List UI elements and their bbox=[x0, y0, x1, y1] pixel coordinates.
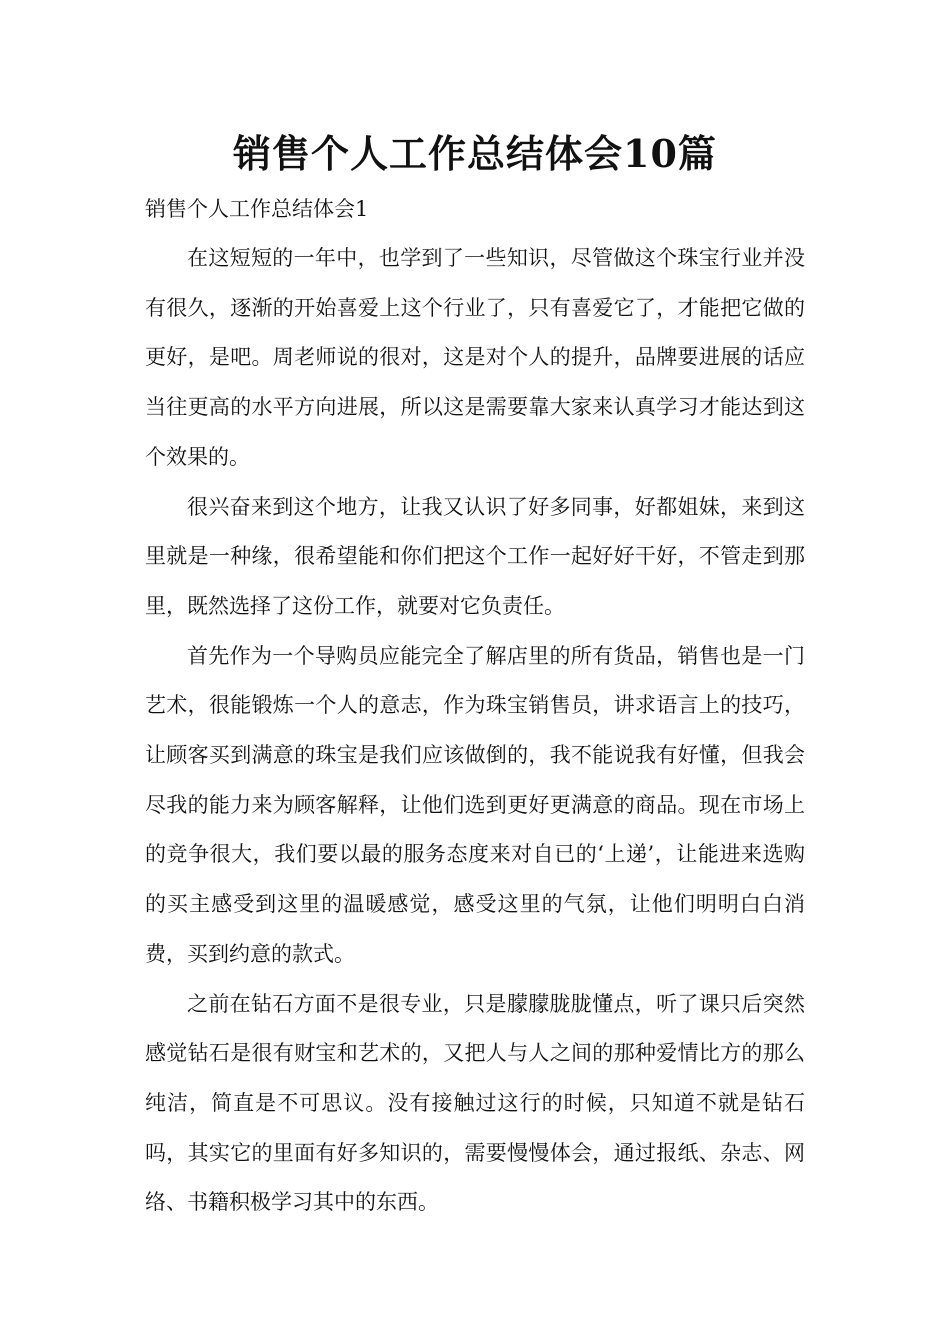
paragraph-3: 首先作为一个导购员应能完全了解店里的所有货品，销售也是一门艺术，很能锻炼一个人的意志，作为珠宝销售员，讲求语言上的技巧，让顾客买到满意的珠宝是我们应该做倒的，我不能说我有好懂，但我会尽我的能力来为顾客解释，让他们选到更好更满意的商品。现在市场上的竞争很大，我们要以最的服务态度来对自已的‘上递’，让能进来选购的买主感受到这里的温暖感觉，感受这里的气氛，让他们明明白白消费，买到约意的款式。 bbox=[145, 643, 805, 966]
paragraph-2: 很兴奋来到这个地方，让我又认识了好多同事，好都姐妹，来到这里就是一种缘，很希望能和你们把这个工作一起好好干好，不管走到那里，既然选择了这份工作，就要对它负责任。 bbox=[145, 494, 805, 618]
paragraph-1: 在这短短的一年中，也学到了一些知识，尽管做这个珠宝行业并没有很久，逐渐的开始喜爱上这个行业了，只有喜爱它了，才能把它做的更好，是吧。周老师说的很对，这是对个人的提升，品牌要进展的话应当往更高的水平方向进展，所以这是需要靠大家来认真学习才能达到这个效果的。 bbox=[145, 246, 805, 469]
paragraph-4: 之前在钻石方面不是很专业，只是朦朦胧胧懂点，听了课只后突然感觉钻石是很有财宝和艺术的，又把人与人之间的那种爱情比方的那么纯洁，简直是不可思议。没有接触过这行的时候，只知道不就是钻石吗，其实它的里面有好多知识的，需要慢慢体会，通过报纸、杂志、网络、书籍积极学习其中的东西。 bbox=[145, 991, 805, 1215]
section-heading: 销售个人工作总结体会1 bbox=[145, 197, 369, 221]
document-title: 销售个人工作总结体会10篇 bbox=[233, 131, 717, 176]
document-page bbox=[145, 128, 805, 1228]
